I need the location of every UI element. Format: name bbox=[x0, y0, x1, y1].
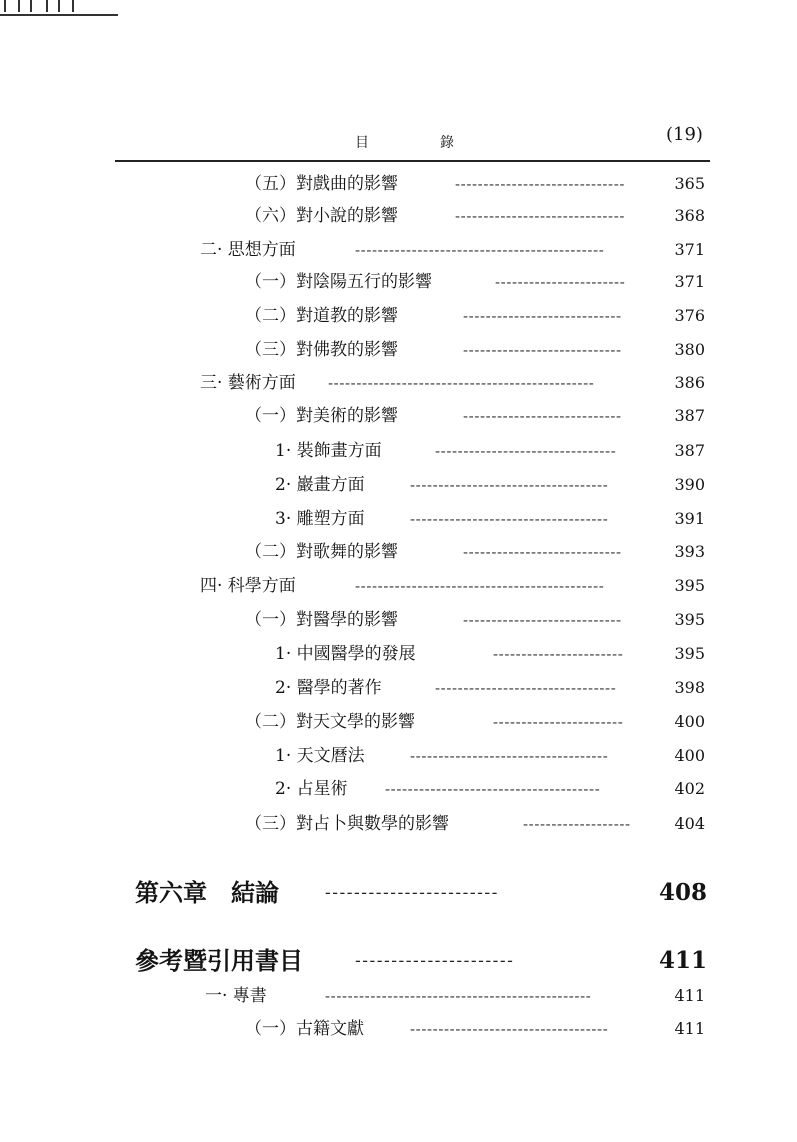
toc-entry-page: 391 bbox=[674, 509, 705, 528]
toc-chapter-entry bbox=[135, 876, 707, 910]
toc-entry bbox=[245, 170, 705, 198]
toc-entry-label: 1· 裝飾畫方面 bbox=[275, 441, 382, 461]
toc-entry bbox=[275, 742, 705, 770]
toc-entry bbox=[205, 982, 705, 1010]
toc-entry bbox=[200, 369, 705, 397]
toc-chapter-entry bbox=[135, 944, 707, 978]
toc-entry-label: 一· 專書 bbox=[205, 986, 267, 1006]
header-rule bbox=[115, 160, 710, 162]
toc-entry-page: 411 bbox=[674, 986, 705, 1005]
toc-entry-label: 3· 雕塑方面 bbox=[275, 509, 365, 529]
toc-chapter-page: 408 bbox=[658, 879, 707, 906]
toc-entry-page: 395 bbox=[674, 610, 705, 629]
toc-entry-page: 404 bbox=[674, 814, 705, 833]
toc-entry-page: 395 bbox=[674, 644, 705, 663]
toc-leader: ------------------------------ bbox=[455, 175, 626, 193]
toc-entry-label: 1· 天文曆法 bbox=[275, 746, 365, 766]
toc-entry bbox=[245, 606, 705, 634]
toc-entry-page: 376 bbox=[674, 306, 705, 325]
toc-entry-label: 2· 醫學的著作 bbox=[275, 678, 382, 698]
toc-leader: ---------------------------- bbox=[463, 611, 622, 629]
toc-entry-page: 398 bbox=[674, 678, 705, 697]
toc-entry-label: （一）對陰陽五行的影響 bbox=[245, 272, 432, 292]
toc-entry bbox=[275, 437, 705, 465]
toc-leader: ----------------------------------------------- bbox=[328, 374, 595, 392]
toc-leader: -------------------------------------- bbox=[385, 780, 601, 798]
toc-leader: ------------------------ bbox=[325, 883, 499, 903]
toc-leader: ----------------------- bbox=[493, 713, 624, 731]
toc-entry-page: 380 bbox=[674, 340, 705, 359]
toc-entry-label: （一）對醫學的影響 bbox=[245, 610, 398, 630]
toc-entry-page: 395 bbox=[674, 576, 705, 595]
toc-entry-label: （五）對戲曲的影響 bbox=[245, 174, 398, 194]
toc-entry bbox=[275, 775, 705, 803]
toc-entry-label: （三）對占卜與數學的影響 bbox=[245, 814, 449, 834]
header-title-left: 目 bbox=[355, 135, 370, 151]
toc-entry-label: 2· 巖畫方面 bbox=[275, 475, 365, 495]
toc-entry-label: （二）對天文學的影響 bbox=[245, 712, 415, 732]
toc-leader: ----------------------------------------------- bbox=[325, 987, 592, 1005]
toc-entry bbox=[245, 268, 705, 296]
toc-entry-label: （二）對歌舞的影響 bbox=[245, 542, 398, 562]
toc-entry-page: 411 bbox=[674, 1019, 705, 1038]
toc-entry-page: 386 bbox=[674, 373, 705, 392]
toc-leader: -------------------------------- bbox=[435, 679, 617, 697]
toc-chapter-label: 第六章 結論 bbox=[135, 878, 279, 907]
toc-leader: ------------------------------ bbox=[455, 207, 626, 225]
toc-entry-page: 400 bbox=[674, 712, 705, 731]
toc-entry bbox=[200, 572, 705, 600]
toc-leader: ---------------------------- bbox=[463, 543, 622, 561]
toc-entry-page: 365 bbox=[674, 174, 705, 193]
header-title-right: 錄 bbox=[440, 135, 454, 151]
toc-leader: ----------------------------------- bbox=[410, 1020, 609, 1038]
toc-leader: ---------------------------- bbox=[463, 407, 622, 425]
toc-entry-page: 371 bbox=[674, 272, 705, 291]
toc-leader: ---------------------------- bbox=[463, 307, 622, 325]
toc-entry-page: 387 bbox=[674, 441, 705, 460]
toc-leader: -------------------------------------------- bbox=[355, 577, 605, 595]
toc-leader: ----------------------------------- bbox=[410, 747, 609, 765]
scan-edge-mark bbox=[0, 0, 118, 16]
toc-entry-label: （二）對道教的影響 bbox=[245, 306, 398, 326]
toc-entry-label: 1· 中國醫學的發展 bbox=[275, 644, 416, 664]
toc-leader: -------------------------------- bbox=[435, 442, 617, 460]
toc-entry-label: （六）對小說的影響 bbox=[245, 206, 398, 226]
toc-chapter-page: 411 bbox=[658, 947, 707, 974]
toc-entry-page: 371 bbox=[674, 240, 705, 259]
toc-entry bbox=[275, 505, 705, 533]
toc-entry-page: 387 bbox=[674, 406, 705, 425]
toc-entry-page: 390 bbox=[674, 475, 705, 494]
toc-entry-label: 三· 藝術方面 bbox=[200, 373, 296, 393]
toc-entry-page: 368 bbox=[674, 206, 705, 225]
toc-leader: ----------------------------------- bbox=[410, 510, 609, 528]
toc-leader: ----------------------- bbox=[493, 645, 624, 663]
toc-leader: ----------------------------------- bbox=[410, 476, 609, 494]
toc-entry-label: 2· 占星術 bbox=[275, 779, 348, 799]
toc-entry-label: 二· 思想方面 bbox=[200, 240, 296, 260]
toc-entry bbox=[245, 336, 705, 364]
toc-leader: ---------------------------- bbox=[463, 341, 622, 359]
page-number: (19) bbox=[666, 124, 703, 145]
toc-entry-label: （一）對美術的影響 bbox=[245, 406, 398, 426]
toc-entry bbox=[245, 538, 705, 566]
toc-entry bbox=[245, 810, 705, 838]
toc-entry bbox=[200, 236, 705, 264]
toc-entry-page: 402 bbox=[674, 779, 705, 798]
toc-leader: ---------------------- bbox=[355, 951, 515, 971]
toc-entry-page: 400 bbox=[674, 746, 705, 765]
toc-leader: ----------------------- bbox=[495, 273, 626, 291]
toc-entry-page: 393 bbox=[674, 542, 705, 561]
toc-entry-label: （三）對佛教的影響 bbox=[245, 340, 398, 360]
toc-leader: ------------------- bbox=[523, 815, 631, 833]
toc-entry bbox=[245, 708, 705, 736]
toc-entry-label: （一）古籍文獻 bbox=[245, 1019, 364, 1039]
toc-entry bbox=[245, 202, 705, 230]
toc-entry bbox=[245, 1015, 705, 1043]
toc-entry bbox=[245, 302, 705, 330]
toc-entry bbox=[275, 471, 705, 499]
toc-entry bbox=[275, 674, 705, 702]
toc-chapter-label: 參考暨引用書目 bbox=[135, 946, 303, 975]
toc-entry bbox=[245, 402, 705, 430]
toc-leader: -------------------------------------------- bbox=[355, 241, 605, 259]
toc-entry-label: 四· 科學方面 bbox=[200, 576, 296, 596]
toc-entry bbox=[275, 640, 705, 668]
